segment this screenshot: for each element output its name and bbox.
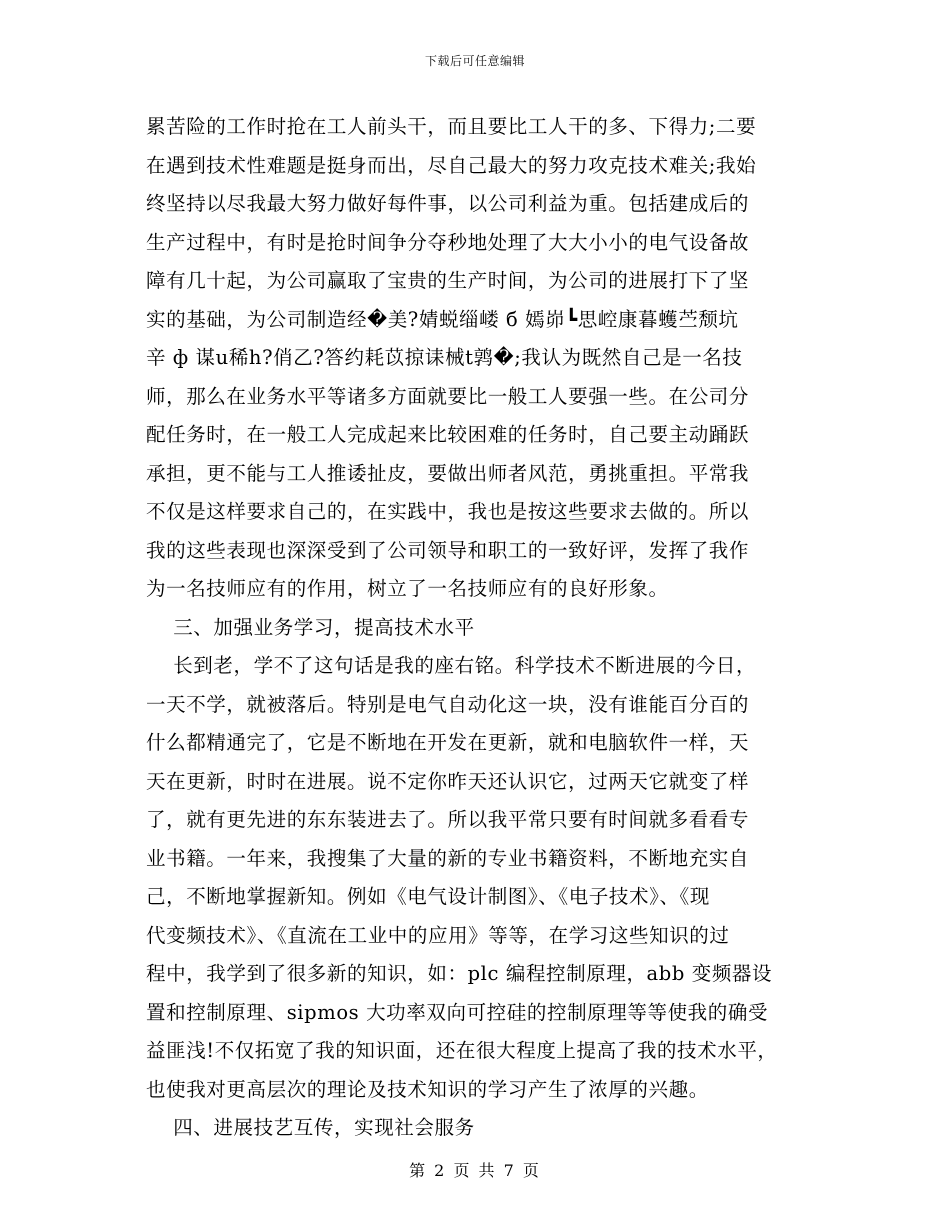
text-line-6: 实的基础，为公司制造经�美?婧蜕缁嵝 б 嫣峁┗思崆康暮蠖苎颓坑 [146,307,739,331]
text-line-9: 配任务时，在一般工人完成起来比较困难的任务时，自己要主动踊跃 [146,423,750,446]
text-line-19: 了，就有更先进的东东装进去了。所以我平常只要有时间就多看看专 [146,808,750,831]
text-line-26: 也使我对更高层次的理论及技术知识的学习产生了浓厚的兴趣。 [146,1077,709,1101]
text-line-5: 障有几十起，为公司赢取了宝贵的生产时间，为公司的进展打下了坚 [146,269,750,292]
text-line-1: 累苦险的工作时抢在工人前头干，而且要比工人干的多、下得力;二要 [146,115,757,138]
text-line-24: 置和控制原理、sipmos 大功率双向可控硅的控制原理等等使我的确受 [146,1000,769,1024]
header-note: 下载后可任意编辑 [424,54,525,68]
text-line-11: 不仅是这样要求自己的，在实践中，我也是按这些要求去做的。所以 [146,500,750,523]
text-line-4: 生产过程中，有时是抢时间争分夺秒地处理了大大小小的电气设备故 [146,230,750,254]
text-line-17: 什么都精通完了，它是不断地在开发在更新，就和电脑软件一样，天 [146,731,750,754]
section-heading-4: 四、进展技艺互传，实现社会服务 [146,1116,475,1139]
text-line-22: 代变频技术》、《直流在工业中的应用》等等，在学习这些知识的过 [146,923,730,947]
text-line-7: 辛 ф 谋u稀h?俏乙?答约耗苡掠诔械t鹑�;我认为既然自己是一名技 [146,346,743,369]
section-heading-3: 三、加强业务学习，提高技术水平 [146,615,475,639]
text-line-21: 己，不断地掌握新知。例如《电气设计制图》、《电子技术》、《现 [146,885,711,908]
text-line-3: 终坚持以尽我最大努力做好每件事，以公司利益为重。包括建成后的 [146,192,750,215]
text-line-12: 我的这些表现也深深受到了公司领导和职工的一致好评，发挥了我作 [146,538,750,562]
document-body [146,108,826,1148]
text-line-23: 程中，我学到了很多新的知识，如：plc 编程控制原理，abb 变频器设 [146,962,773,985]
text-line-10: 承担，更不能与工人推诿扯皮，要做出师者风范，勇挑重担。平常我 [146,461,750,485]
text-line-16: 一天不学，就被落后。特别是电气自动化这一块，没有谁能百分百的 [146,692,750,716]
text-line-20: 业书籍。一年来，我搜集了大量的新的专业书籍资料，不断地充实自 [146,846,750,870]
text-line-13: 为一名技师应有的作用，树立了一名技师应有的良好形象。 [146,577,669,600]
text-line-15: 长到老，学不了这句话是我的座右铭。科学技术不断进展的今日， [146,654,757,677]
page-number: 第 2 页 共 7 页 [409,1161,541,1180]
text-line-2: 在遇到技术性难题是挺身而出，尽自己最大的努力攻克技术难关;我始 [146,153,757,177]
text-line-8: 师，那么在业务水平等诸多方面就要比一般工人要强一些。在公司分 [146,384,750,408]
text-line-18: 天在更新，时时在进展。说不定你昨天还认识它，过两天它就变了样 [146,769,750,793]
text-line-25: 益匪浅!不仅拓宽了我的知识面，还在很大程度上提高了我的技术水平， [146,1039,778,1062]
